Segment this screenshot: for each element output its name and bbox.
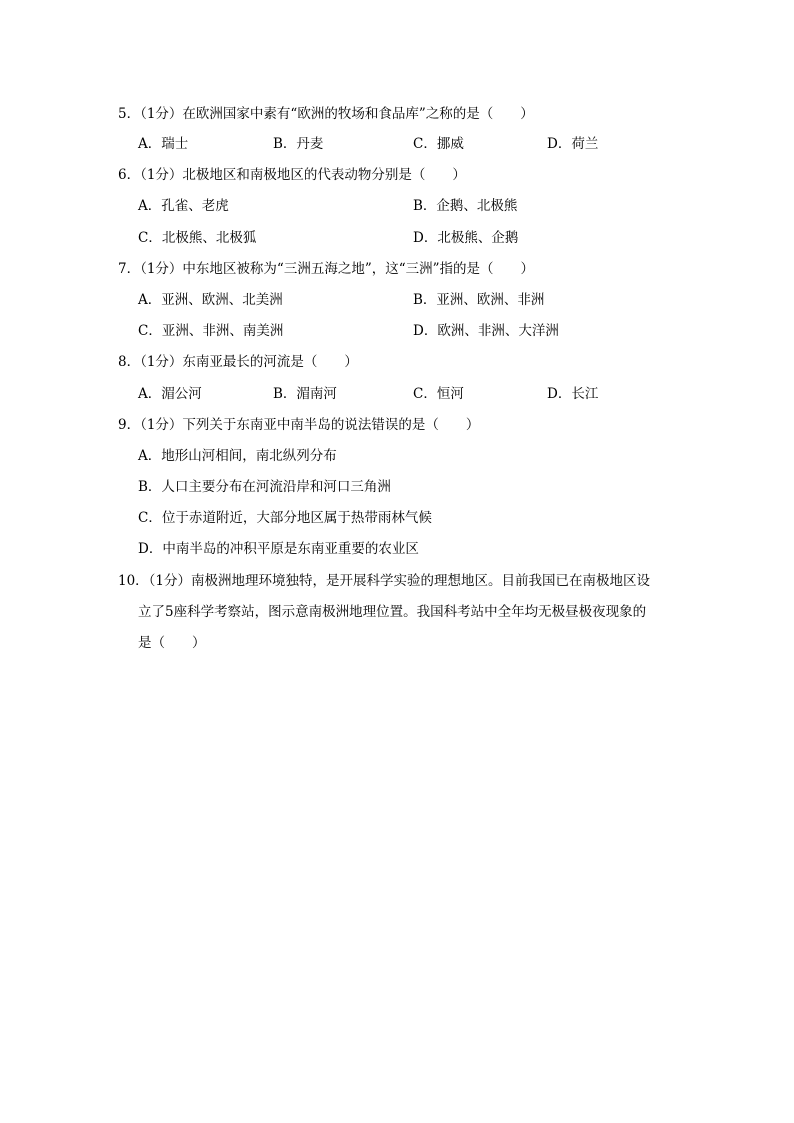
question-7-option-c[interactable]: C．亚洲、非洲、南美洲 xyxy=(138,323,284,339)
question-5-option-c[interactable]: C．挪威 xyxy=(413,136,464,152)
question-5-option-a[interactable]: A．瑞士 xyxy=(138,136,189,152)
question-7-stem: 7．（1分）中东地区被称为“三洲五海之地”，这“三洲”指的是（ ） xyxy=(118,261,535,277)
question-7-option-a[interactable]: A．亚洲、欧洲、北美洲 xyxy=(138,292,283,308)
question-9-option-a[interactable]: A．地形山河相间，南北纵列分布 xyxy=(138,448,337,464)
question-6-stem: 6．（1分）北极地区和南极地区的代表动物分别是（ ） xyxy=(118,167,466,183)
question-9-stem: 9．（1分）下列关于东南亚中南半岛的说法错误的是（ ） xyxy=(118,417,480,433)
question-10-stem-line-1: 10．（1分）南极洲地理环境独特，是开展科学实验的理想地区。目前我国已在南极地区设 xyxy=(118,573,651,589)
question-10-stem-line-2: 立了5座科学考察站，图示意南极洲地理位置。我国科考站中全年均无极昼极夜现象的 xyxy=(138,604,647,620)
question-6-option-d[interactable]: D．北极熊、企鹅 xyxy=(413,230,519,246)
question-5-option-b[interactable]: B．丹麦 xyxy=(273,136,324,152)
question-6-option-c[interactable]: C．北极熊、北极狐 xyxy=(138,230,257,246)
question-9-option-c[interactable]: C．位于赤道附近，大部分地区属于热带雨林气候 xyxy=(138,510,432,526)
question-8-option-c[interactable]: C．恒河 xyxy=(413,386,464,402)
question-5-option-d[interactable]: D．荷兰 xyxy=(547,136,599,152)
question-8-option-d[interactable]: D．长江 xyxy=(547,386,599,402)
question-5-stem: 5．（1分）在欧洲国家中素有“欧洲的牧场和食品库”之称的是（ ） xyxy=(118,106,534,122)
question-10-stem-line-3: 是（ ） xyxy=(138,635,206,651)
question-6-option-b[interactable]: B．企鹅、北极熊 xyxy=(413,198,518,214)
question-8-option-a[interactable]: A．湄公河 xyxy=(138,386,202,402)
question-7-option-d[interactable]: D．欧洲、非洲、大洋洲 xyxy=(413,323,559,339)
question-7-option-b[interactable]: B．亚洲、欧洲、非洲 xyxy=(413,292,545,308)
question-9-option-d[interactable]: D．中南半岛的冲积平原是东南亚重要的农业区 xyxy=(138,541,419,557)
question-8-stem: 8．（1分）东南亚最长的河流是（ ） xyxy=(118,354,358,370)
question-8-option-b[interactable]: B．湄南河 xyxy=(273,386,337,402)
question-9-option-b[interactable]: B．人口主要分布在河流沿岸和河口三角洲 xyxy=(138,479,391,495)
question-6-option-a[interactable]: A．孔雀、老虎 xyxy=(138,198,229,214)
